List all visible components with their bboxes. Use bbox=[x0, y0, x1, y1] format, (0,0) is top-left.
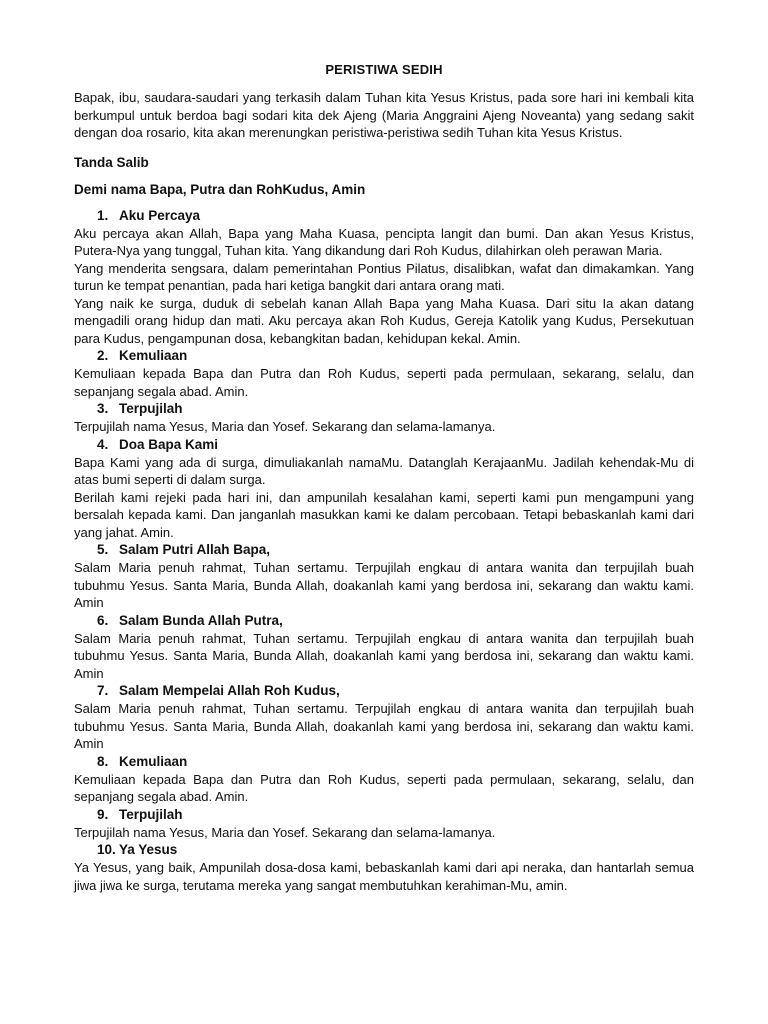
section-number: 6. bbox=[97, 612, 109, 628]
section-doa-bapa-kami bbox=[74, 436, 694, 542]
section-paragraph: Salam Maria penuh rahmat, Tuhan sertamu. Terpujilah engkau di antara wanita dan terpujilah buah tubuhmu Yesus. Santa Maria, Bunda Allah, doakanlah kami yang berdosa ini, sekarang dan waktu kami. Amin bbox=[74, 701, 694, 751]
section-number: 1. bbox=[97, 207, 109, 223]
section-heading bbox=[74, 841, 694, 859]
section-kemuliaan-2 bbox=[74, 753, 694, 806]
section-heading bbox=[74, 436, 694, 454]
section-paragraph: Ya Yesus, yang baik, Ampunilah dosa-dosa kami, bebaskanlah kami dari api neraka, dan hantarlah semua jiwa jiwa ke surga, terutama mereka yang sangat membutuhkan kerahiman-Mu, amin. bbox=[74, 860, 694, 893]
section-heading bbox=[74, 207, 694, 225]
prayer-sections bbox=[74, 207, 694, 895]
section-heading bbox=[74, 806, 694, 824]
document-title: PERISTIWA SEDIH bbox=[325, 62, 443, 77]
section-heading bbox=[74, 682, 694, 700]
section-paragraph: Aku percaya akan Allah, Bapa yang Maha Kuasa, pencipta langit dan bumi. Dan akan Yesus Kristus, Putera-Nya yang tunggal, Tuhan kita. Yang dikandung dari Roh Kudus, dilahirkan oleh perawan Maria. bbox=[74, 225, 694, 258]
section-number: 4. bbox=[97, 436, 109, 452]
section-heading bbox=[74, 753, 694, 771]
section-paragraph: Yang menderita sengsara, dalam pemerintahan Pontius Pilatus, disalibkan, wafat dan dimakamkan. Yang turun ke tempat penantian, pada hari ketiga bangkit dari antara orang mati. bbox=[74, 260, 694, 293]
section-number: 2. bbox=[97, 348, 109, 363]
section-title: Doa Bapa Kami bbox=[119, 436, 219, 452]
section-number: 8. bbox=[97, 753, 109, 769]
section-salam-putri bbox=[74, 541, 694, 612]
section-paragraph: Salam Maria penuh rahmat, Tuhan sertamu. Terpujilah engkau di antara wanita dan terpujilah buah tubuhmu Yesus. Santa Maria, Bunda Allah, doakanlah kami yang berdosa ini, sekarang dan waktu kami. Amin bbox=[74, 560, 694, 610]
section-terpujilah-2 bbox=[74, 806, 694, 842]
section-heading bbox=[74, 347, 694, 365]
section-paragraph: Kemuliaan kepada Bapa dan Putra dan Roh Kudus, seperti pada permulaan, sekarang, selalu, dan sepanjang segala abad. Amin. bbox=[74, 771, 694, 804]
section-salam-bunda bbox=[74, 612, 694, 683]
intro-paragraph: Bapak, ibu, saudara-saudari yang terkasih dalam Tuhan kita Yesus Kristus, pada sore hari ini kembali kita berkumpul untuk berdoa bagi sodari kita dek Ajeng (Maria Anggraini Ajeng Noveanta) yang sedang sakit dengan doa rosario, kita akan merenungkan peristiwa-peristiwa sedih Tuhan kita Yesus Kristus. bbox=[74, 90, 694, 140]
section-title: Salam Bunda Allah Putra, bbox=[119, 612, 283, 628]
section-number: 9. bbox=[97, 806, 109, 822]
section-number: 5. bbox=[97, 542, 109, 557]
section-title: Salam Putri Allah Bapa, bbox=[119, 542, 271, 557]
demi-nama-heading: Demi nama Bapa, Putra dan RohKudus, Amin bbox=[74, 181, 366, 197]
section-paragraph: Berilah kami rejeki pada hari ini, dan ampunilah kesalahan kami, seperti kami pun mengampuni yang bersalah kepada kami. Dan janganlah masukkan kami ke dalam percobaan. Tetapi bebaskanlah kami dari yang jahat. Amin. bbox=[74, 489, 694, 540]
section-terpujilah bbox=[74, 400, 694, 436]
section-heading bbox=[74, 400, 694, 418]
section-paragraph: Bapa Kami yang ada di surga, dimuliakanlah namaMu. Datanglah KerajaanMu. Jadilah kehendak-Mu di atas bumi seperti di dalam surga. bbox=[74, 454, 694, 487]
section-title: Kemuliaan bbox=[119, 753, 188, 769]
section-heading bbox=[74, 541, 694, 559]
section-ya-yesus bbox=[74, 841, 694, 894]
section-paragraph: Kemuliaan kepada Bapa dan Putra dan Roh Kudus, seperti pada permulaan, sekarang, selalu, dan sepanjang segala abad. Amin. bbox=[74, 366, 694, 399]
section-title: Salam Mempelai Allah Roh Kudus, bbox=[119, 683, 340, 698]
section-salam-mempelai bbox=[74, 682, 694, 753]
section-number: 3. bbox=[97, 401, 109, 416]
section-kemuliaan bbox=[74, 347, 694, 400]
section-number: 7. bbox=[97, 683, 109, 698]
section-title: Terpujilah bbox=[119, 401, 183, 416]
section-number: 10. bbox=[97, 842, 116, 857]
section-paragraph: Terpujilah nama Yesus, Maria dan Yosef. Sekarang dan selama-lamanya. bbox=[74, 824, 496, 840]
tanda-salib-heading: Tanda Salib bbox=[74, 154, 149, 170]
section-title: Kemuliaan bbox=[119, 348, 188, 363]
section-title: Aku Percaya bbox=[119, 207, 201, 223]
section-heading bbox=[74, 612, 694, 630]
section-aku-percaya bbox=[74, 207, 694, 348]
section-paragraph: Yang naik ke surga, duduk di sebelah kanan Allah Bapa yang Maha Kuasa. Dari situ Ia akan datang mengadili orang hidup dan mati. Aku percaya akan Roh Kudus, Gereja Katolik yang Kudus, Persekutuan para Kudus, pengampunan dosa, kebangkitan badan, kehidupan kekal. Amin. bbox=[74, 295, 694, 346]
section-paragraph: Salam Maria penuh rahmat, Tuhan sertamu. Terpujilah engkau di antara wanita dan terpujilah buah tubuhmu Yesus. Santa Maria, Bunda Allah, doakanlah kami yang berdosa ini, sekarang dan waktu kami. Amin bbox=[74, 630, 694, 681]
section-title: Terpujilah bbox=[119, 806, 183, 822]
section-title: Ya Yesus bbox=[119, 842, 178, 857]
section-paragraph: Terpujilah nama Yesus, Maria dan Yosef. Sekarang dan selama-lamanya. bbox=[74, 419, 496, 434]
